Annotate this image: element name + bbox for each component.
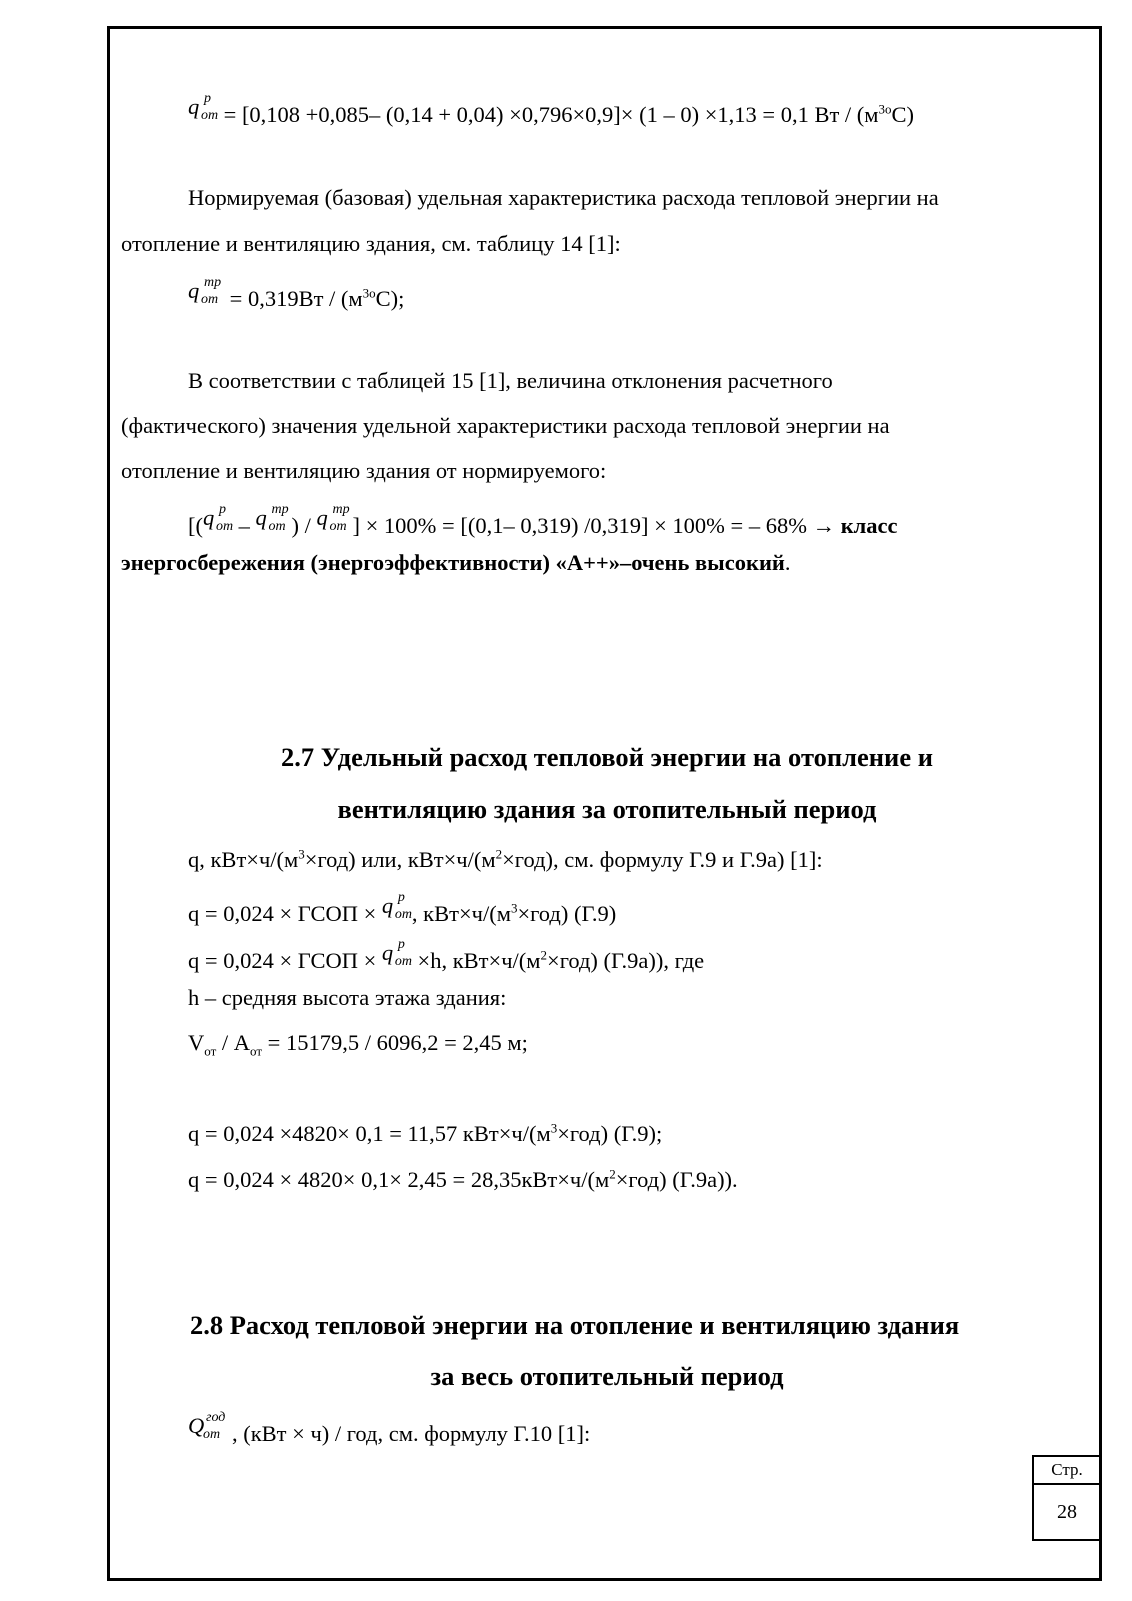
section-2-7-title-line2: вентиляцию здания за отопительный период bbox=[337, 794, 877, 824]
s27-line1: q, $кВт\times ч/(м^3\times год)$ или, $кВт\times ч/(м^2\times год)$, см. формулу Г.9 и Г.9а) [1]: bbox=[188, 846, 823, 872]
section-2-7-title-line1: 2.7 Удельный расход тепловой энергии на отопление и bbox=[281, 742, 933, 772]
page-number: 28 bbox=[1032, 1483, 1102, 1541]
page-label: Стр. bbox=[1032, 1455, 1102, 1485]
s27-result-g9: q = 0,024 ×4820× 0,1 = 11,57 $кВт\times ч/(м^3\times год)$ (Г.9); bbox=[188, 1120, 663, 1146]
s27-formula-g9: q = 0,024 × ГСОП × q p от , $кВт\times ч/(м^3\times год)$ (Г.9) bbox=[188, 890, 617, 926]
s27-formula-g9a: q = 0,024 × ГСОП × q p от ×h, $кВт\times ч/(м^2\times год)$ (Г.9а)), где bbox=[188, 937, 705, 973]
formula-q-normative: q тр от = $0,319Вт / (м^{3o}С)$; bbox=[188, 275, 405, 311]
norm-paragraph-line1: Нормируемая (базовая) удельная характеристика расхода тепловой энергии на bbox=[188, 185, 939, 210]
deviation-formula: [( q p от – q тр от ) / q тр от ] × 100% = [(0,1– 0,319) /0,319] × 100% = – 68% → класс bbox=[188, 502, 898, 538]
s27-height-calc: $V_{от} / A_{от} = 15179,5 / 6096,2 = 2,45$ м; bbox=[188, 1030, 528, 1059]
norm-paragraph-line2: отопление и вентиляцию здания, см. таблицу 14 [1]: bbox=[121, 231, 621, 256]
deviation-paragraph-line3: отопление и вентиляцию здания от нормируемого: bbox=[121, 458, 607, 483]
s28-line1: Q год от , (кВт × ч) / год, см. формулу Г.10 [1]: bbox=[188, 1410, 591, 1446]
s27-result-g9a: $q = 0,024 \times 4820\times 0,1\times 2,45 = 28,35кВт\times ч/(м^2\times год)$ (Г.9а)). bbox=[188, 1166, 738, 1192]
section-2-8-title-line1: 2.8 Расход тепловой энергии на отопление и вентиляцию здания bbox=[190, 1310, 960, 1340]
s27-h-definition: h – средняя высота этажа здания: bbox=[188, 985, 507, 1010]
formula-q-calculated: q p от = [0,108 +0,085– (0,14 + 0,04) ×0,796×0,9]× (1 – 0) ×1,13 = 0,1 Вт / $(м^{3o}С)$ bbox=[188, 91, 915, 127]
deviation-paragraph-line2: (фактического) значения удельной характеристики расхода тепловой энергии на bbox=[121, 413, 890, 438]
deviation-result-class: энергосбережения (энергоэффективности) «А++»–очень высокий. bbox=[121, 550, 791, 575]
section-2-8-title-line2: за весь отопительный период bbox=[430, 1361, 784, 1391]
deviation-paragraph-line1: В соответствии с таблицей 15 [1], величина отклонения расчетного bbox=[188, 368, 833, 393]
